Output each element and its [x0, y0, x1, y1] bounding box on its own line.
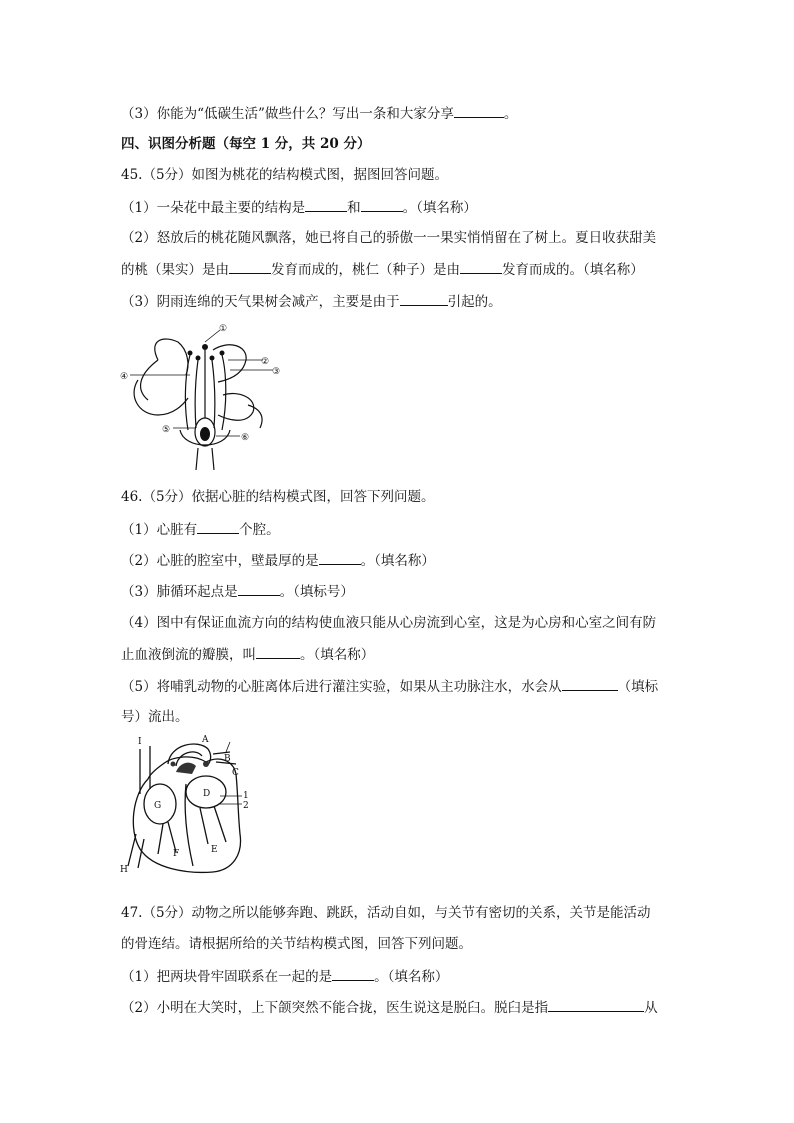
answer-blank[interactable] — [305, 198, 347, 212]
heart-label-B: B — [224, 754, 231, 764]
answer-blank[interactable] — [256, 645, 300, 659]
heart-label-I: I — [138, 737, 142, 747]
q45-item3: （3）阴雨连绵的天气果树会减产，主要是由于 引起的。 — [121, 294, 502, 310]
answer-blank[interactable] — [400, 292, 448, 306]
answer-blank[interactable] — [319, 551, 361, 565]
q45-item2-line2: 的桃（果实）是由 发育而成的，桃仁（种子）是由 发育而成的。（填名称） — [121, 262, 644, 278]
heart-label-G: G — [154, 801, 162, 811]
q44-item3: （3）你能为“低碳生活”做些什么？写出一条和大家分享 。 — [121, 106, 518, 122]
q46-stem: 46.（5分）依据心脏的结构模式图，回答下列问题。 — [121, 489, 435, 505]
heart-label-D: D — [203, 789, 211, 799]
q46-item5-line1: （5）将哺乳动物的心脏离体后进行灌注实验，如果从主功脉注水，水会从 （填标 — [121, 679, 659, 695]
q47-stem-line1: 47.（5分）动物之所以能够奔跑、跳跃，活动自如，与关节有密切的关系，关节是能活动 — [121, 905, 651, 921]
flower-label-4: ④ — [120, 372, 129, 382]
q46-item3: （3）肺循环起点是 。（填标号） — [121, 584, 354, 600]
answer-blank[interactable] — [238, 582, 280, 596]
q45-item2-line1: （2）怒放后的桃花随风飘落，她已将自己的骄傲一一果实悄悄留在了树上。夏日收获甜美 — [121, 230, 657, 246]
q46-item2: （2）心脏的腔室中，壁最厚的是 。（填名称） — [121, 553, 435, 569]
heart-label-C: C — [232, 768, 239, 778]
answer-blank[interactable] — [361, 198, 403, 212]
heart-label-H: H — [120, 865, 128, 874]
heart-label-1: 1 — [243, 791, 249, 801]
answer-blank[interactable] — [229, 260, 271, 274]
answer-blank[interactable] — [197, 520, 239, 534]
q45-item1: （1）一朵花中最主要的结构是 和 。（填名称） — [121, 200, 477, 216]
section-title: 四、识图分析题（每空 1 分，共 20 分） — [121, 136, 371, 152]
flower-label-5: ⑤ — [162, 425, 171, 435]
heart-label-E: E — [211, 845, 218, 855]
flower-label-1: ① — [219, 324, 228, 334]
flower-label-6: ⑥ — [241, 433, 250, 443]
q47-stem-line2: 的骨连结。请根据所给的关节结构模式图，回答下列问题。 — [121, 936, 472, 952]
answer-blank[interactable] — [460, 260, 502, 274]
q47-item1: （1）把两块骨牢固联系在一起的是 。（填名称） — [121, 969, 449, 985]
q46-item1: （1）心脏有 个腔。 — [121, 522, 280, 538]
q46-item4-line2: 止血液倒流的瓣膜，叫 。（填名称） — [121, 647, 375, 663]
q45-stem: 45.（5分）如图为桃花的结构模式图，据图回答问题。 — [121, 167, 449, 183]
q46-item5-line2: 号）流出。 — [121, 709, 189, 725]
answer-blank[interactable] — [454, 104, 504, 118]
flower-label-3: ③ — [272, 367, 281, 377]
answer-blank[interactable] — [548, 998, 644, 1012]
q46-item4-line1: （4）图中有保证血流方向的结构使血液只能从心房流到心室，这是为心房和心室之间有防 — [121, 615, 657, 631]
peach-flower-diagram — [118, 320, 293, 472]
flower-label-2: ② — [261, 357, 270, 367]
q47-item2: （2）小明在大笑时，上下颌突然不能合拢，医生说这是脱臼。脱臼是指 从 — [121, 1000, 658, 1016]
heart-label-2: 2 — [243, 801, 249, 811]
heart-label-A: A — [202, 735, 209, 745]
answer-blank[interactable] — [562, 677, 618, 691]
heart-diagram — [118, 734, 253, 874]
heart-label-F: F — [173, 849, 180, 859]
q44-item3-text: （3）你能为“低碳生活”做些什么？写出一条和大家分享 — [121, 106, 454, 122]
answer-blank[interactable] — [332, 967, 374, 981]
